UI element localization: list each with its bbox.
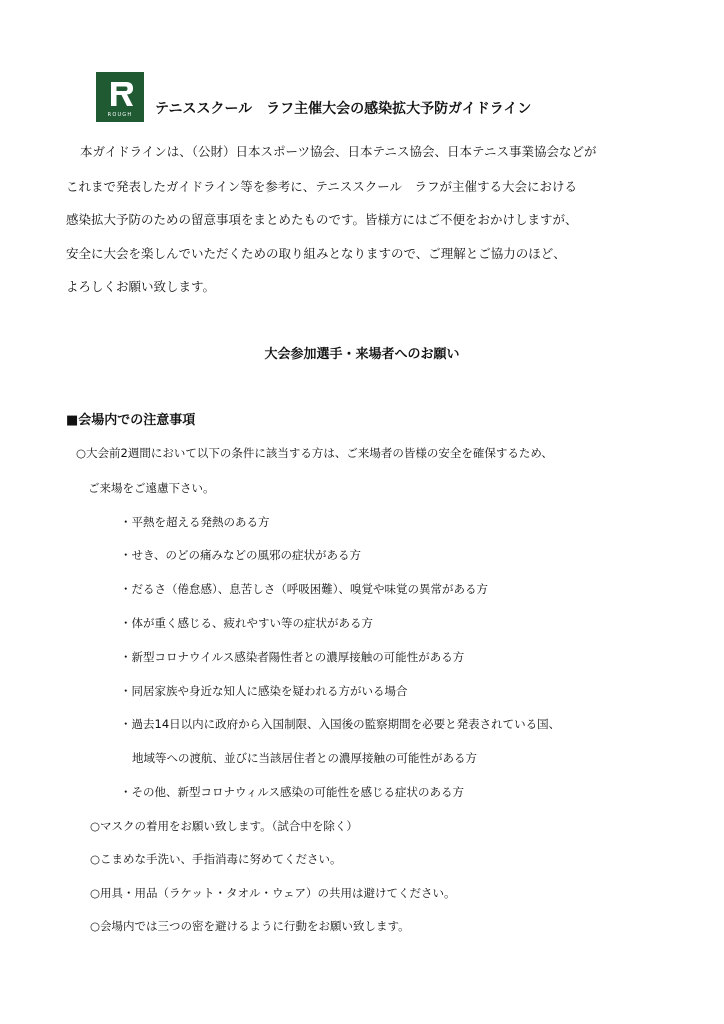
notice-line: ○大会前2週間において以下の条件に該当する方は、ご来場者の皆様の安全を確保するため、 — [76, 446, 553, 460]
request-item: ○用具・用品（ラケット・タオル・ウェア）の共用は避けてください。 — [90, 886, 456, 900]
request-item: ○マスクの着用をお願い致します。（試合中を除く） — [90, 819, 358, 833]
intro-line: 感染拡大予防のための留意事項をまとめたものです。皆様方にはご不便をおかけしますが、 — [66, 212, 578, 227]
condition-item: ・新型コロナウイルス感染者陽性者との濃厚接触の可能性がある方 — [120, 650, 465, 664]
condition-item: ・同居家族や身近な知人に感染を疑われる方がいる場合 — [120, 684, 408, 698]
condition-item: ・平熱を超える発熱のある方 — [120, 515, 270, 529]
rough-logo — [96, 72, 144, 122]
condition-item: ・せき、のどの痛みなどの風邪の症状がある方 — [120, 548, 362, 562]
intro-line: 安全に大会を楽しんでいただくための取り組みとなりますので、ご理解とご協力のほど、 — [66, 246, 566, 261]
document-title: テニススクール ラフ主催大会の感染拡大予防ガイドライン — [155, 101, 532, 118]
logo-text: ROUGH — [107, 112, 133, 118]
request-item: ○会場内では三つの密を避けるように行動をお願い致します。 — [90, 919, 410, 933]
notice-line: ご来場をご遠慮下さい。 — [88, 481, 215, 495]
subsection-title: ■会場内での注意事項 — [66, 413, 196, 428]
condition-item: ・その他、新型コロナウィルス感染の可能性を感じる症状のある方 — [120, 785, 464, 799]
condition-item: ・だるさ（倦怠感）、息苦しさ（呼吸困難）、嗅覚や味覚の異常がある方 — [120, 582, 488, 596]
condition-item: ・体が重く感じる、疲れやすい等の症状がある方 — [120, 616, 373, 630]
condition-item-continuation: 地域等への渡航、並びに当該居住者との濃厚接触の可能性がある方 — [132, 751, 477, 765]
condition-item: ・過去14日以内に政府から入国制限、入国後の監察期間を必要と発表されている国、 — [120, 717, 561, 731]
section-title: 大会参加選手・来場者へのお願い — [264, 347, 460, 362]
request-item: ○こまめな手洗い、手指消毒に努めてください。 — [90, 852, 342, 866]
intro-line: これまで発表したガイドライン等を参考に、テニススクール ラフが主催する大会における — [66, 179, 578, 194]
intro-line: よろしくお願い致します。 — [66, 279, 216, 294]
intro-line: 本ガイドラインは、（公財）日本スポーツ協会、日本テニス協会、日本テニス事業協会などが — [80, 144, 597, 159]
